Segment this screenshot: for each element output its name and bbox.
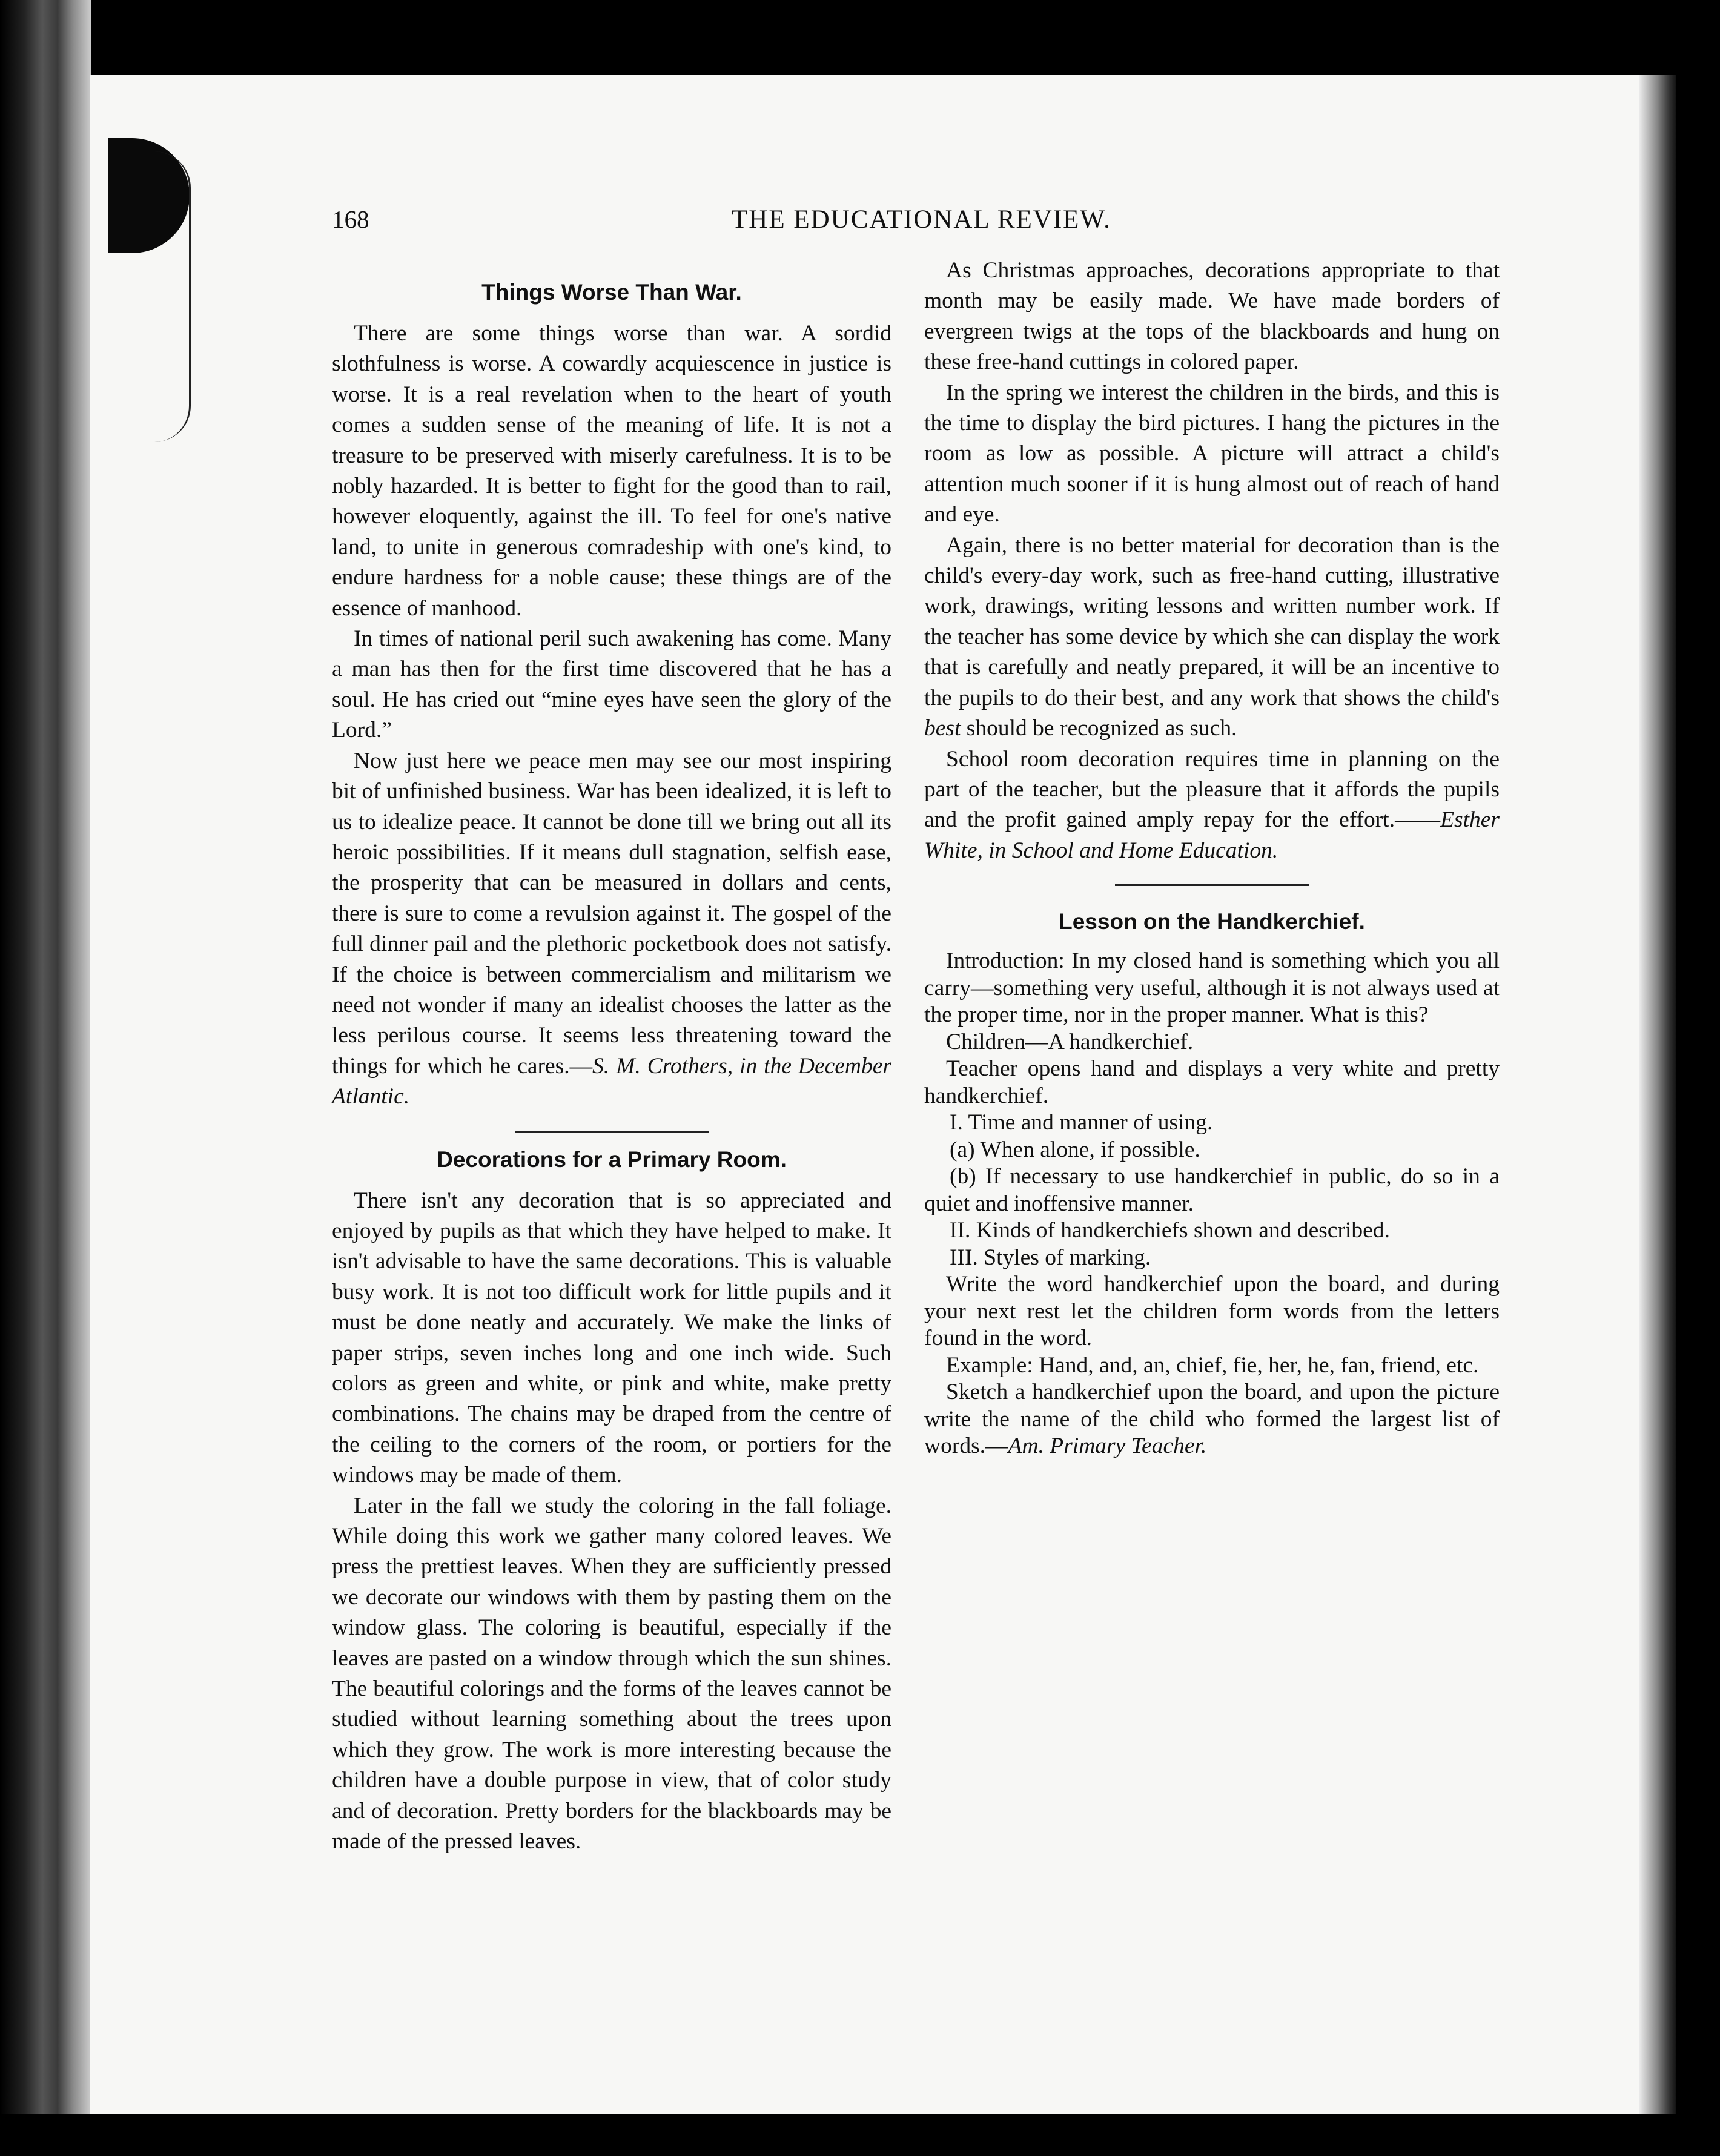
article2-paragraph-4: In the spring we interest the children in the birds, and this is the time to display the bird pictures. I hang the pictures in the room as low as possible. A picture will attract a child's attention much sooner if it is hung almost out of reach of hand and eye.	[924, 380, 1500, 527]
article2-paragraph-2: Later in the fall we study the coloring in the fall foliage. While doing this work we gather many colored leaves. We press the prettiest leaves. When they are sufficiently pressed we decorate our windows with them by pasting them on the window glass. The coloring is beautiful, especially if the leaves are pasted on a window through which the sun shines. The beautiful colorings and the forms of the leaves cannot be studied without learning something about the trees upon which they grow. The work is more interesting because the children have a double purpose in view, that of color study and of decoration. Pretty borders for the blackboards may be made of the pressed leaves.	[332, 1493, 891, 1854]
lesson-item-3: III. Styles of marking.	[950, 1245, 1151, 1270]
article1-paragraph-3	[332, 746, 891, 1113]
article1-paragraph-1: There are some things worse than war. A sordid slothfulness is worse. A cowardly acquiescence in justice is worse. It is a real revelation when to the heart of youth comes a sudden sense of the meaning of life. It is not a treasure to be preserved with miserly carefulness. It is to be nobly hazarded. It is better to fight for the good than to rail, however eloquently, against the ill. To feel for one's native land, to unite in generous comradeship with one's kind, to endure hardness for a noble cause; these things are of the essence of manhood.	[332, 321, 891, 621]
lesson-teacher: Teacher opens hand and displays a very white and pretty handkerchief.	[924, 1056, 1500, 1108]
article2-paragraph-3: As Christmas approaches, decorations appropriate to that month may be easily made. We have made borders of evergreen twigs at the tops of the blackboards and hung on these free-hand cuttings in colored paper.	[924, 258, 1500, 375]
scan-border-left	[0, 0, 91, 2156]
lesson-item-1: I. Time and manner of using.	[950, 1110, 1213, 1136]
article2-paragraph-5-b: should be recognized as such.	[961, 716, 1237, 741]
scan-border-bottom	[0, 2114, 1720, 2156]
lesson-introduction: Introduction: In my closed hand is something which you all carry—something very useful, although it is not always used at the proper time, nor in the proper manner. What is this?	[924, 948, 1500, 1028]
lesson-answer: Children—A handkerchief.	[946, 1029, 1194, 1054]
article2-paragraph-6	[924, 744, 1500, 867]
article1-paragraph-3-text: Now just here we peace men may see our most inspiring bit of unfinished business. War has been idealized, it is left to us to idealize peace. It cannot be done till we bring out all its heroic possibilities. If it means dull stagnation, selfish ease, the prosperity that can be measured in dollars and cents, there is sure to come a revulsion against it. The gospel of the full dinner pail and the plethoric pocketbook does not satisfy. If the choice is between commercialism and militarism we need not wonder if many an idealist chooses the latter as the less perilous course. It seems less threatening toward the things for which he cares.—	[332, 748, 891, 1079]
page-header	[332, 205, 1495, 241]
lesson-item-2: II. Kinds of handkerchiefs shown and described.	[950, 1218, 1390, 1243]
article-title-things-worse-than-war: Things Worse Than War.	[481, 280, 742, 305]
lesson-sketch-text: Sketch a handkerchief upon the board, and upon the picture write the name of the child who formed the largest list of words.—	[924, 1380, 1500, 1459]
article2-paragraph-1: There isn't any decoration that is so appreciated and enjoyed by pupils as that which they have helped to make. It isn't advisable to have the same decorations. This is valuable busy work. It is not too difficult work for little pupils and it must be done neatly and accurately. We make the links of paper strips, seven inches long and one inch wide. Such colors as green and white, or pink and white, make pretty combinations. The chains may be draped from the centre of the ceiling to the corners of the room, or portiers for the windows may be made of them.	[332, 1188, 891, 1488]
right-column	[924, 256, 1500, 1460]
running-title: THE EDUCATIONAL REVIEW.	[732, 205, 1111, 234]
scan-border-right	[1639, 75, 1676, 2114]
article1-attribution: S. M. Crothers, in the December Atlantic.	[332, 1053, 891, 1109]
article3-attribution: Am. Primary Teacher.	[1008, 1433, 1207, 1459]
lesson-item-b: (b) If necessary to use handkerchief in public, do so in a quiet and inoffensive manner.	[924, 1164, 1500, 1216]
article-title-handkerchief: Lesson on the Handkerchief.	[1059, 909, 1365, 934]
article2-paragraph-5-a: Again, there is no better material for decoration than is the child's every-day work, such as free-hand cutting, illustrative work, drawings, writing lessons and written number work. If the teacher has some device by which she can display the work that is carefully and neatly prepared, it will be an incentive to the pupils to do their best, and any work that shows the child's	[924, 532, 1500, 710]
article2-paragraph-6-text: School room decoration requires time in planning on the part of the teacher, but the pleasure that it affords the pupils and the profit gained amply repay for the effort.——	[924, 746, 1500, 833]
lesson-sketch	[924, 1379, 1500, 1460]
article2-attribution: Esther White, in School and Home Education.	[924, 807, 1500, 863]
left-column	[332, 256, 891, 1857]
article2-paragraph-5-emphasis: best	[924, 716, 961, 741]
lesson-write: Write the word handkerchief upon the board, and during your next rest let the children form words from the letters found in the word.	[924, 1272, 1500, 1351]
binder-wire	[134, 151, 191, 442]
article1-paragraph-2: In times of national peril such awakening has come. Many a man has then for the first time discovered that he has a soul. He has cried out “mine eyes have seen the glory of the Lord.”	[332, 626, 891, 743]
article-title-decorations: Decorations for a Primary Room.	[437, 1146, 787, 1172]
article2-paragraph-5	[924, 531, 1500, 744]
lesson-example: Example: Hand, and, an, chief, fie, her, he, fan, friend, etc.	[946, 1352, 1479, 1378]
page-number: 168	[332, 205, 369, 233]
lesson-item-a: (a) When alone, if possible.	[950, 1137, 1200, 1162]
